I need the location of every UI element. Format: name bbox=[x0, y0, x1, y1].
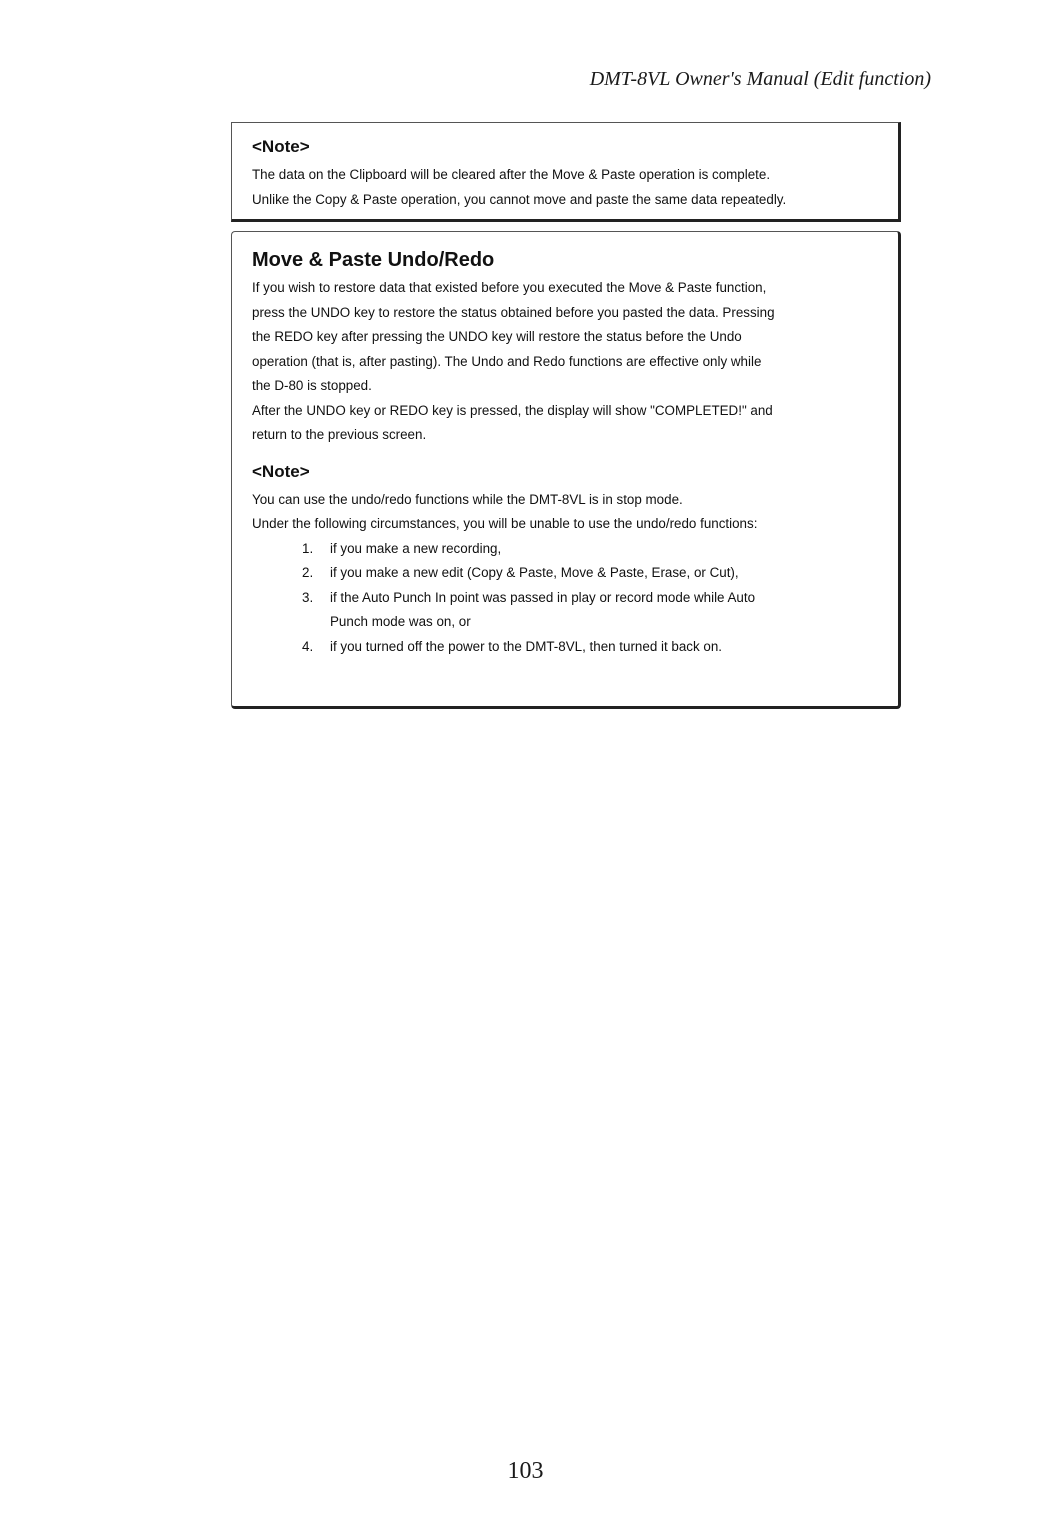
note-box bbox=[231, 122, 901, 222]
circumstance-list bbox=[252, 537, 880, 660]
note-title: <Note> bbox=[252, 461, 310, 481]
list-text: if the Auto Punch In point was passed in play or record mode while Auto Punch mode was on, or bbox=[330, 589, 756, 629]
paragraph-line: the REDO key after pressing the UNDO key will restore the status before the Undo bbox=[252, 329, 742, 344]
list-text: if you make a new edit (Copy & Paste, Move & Paste, Erase, or Cut), bbox=[330, 565, 739, 580]
list-text: if you make a new recording, bbox=[330, 540, 502, 556]
list-item bbox=[302, 586, 880, 635]
page-number: 103 bbox=[507, 1458, 544, 1484]
section-title: Move & Paste Undo/Redo bbox=[252, 249, 495, 271]
list-number: 4. bbox=[302, 638, 314, 654]
paragraph-line: operation (that is, after pasting). The Undo and Redo functions are effective only while bbox=[252, 353, 762, 369]
undo-redo-section bbox=[231, 231, 901, 709]
list-number: 1. bbox=[302, 540, 314, 556]
running-header: DMT-8VL Owner's Manual (Edit function) bbox=[589, 68, 931, 90]
paragraph-line: If you wish to restore data that existed before you executed the Move & Paste function, bbox=[252, 280, 767, 295]
note-line: You can use the undo/redo functions while the DMT-8VL is in stop mode. bbox=[252, 491, 683, 507]
list-item bbox=[302, 537, 880, 562]
list-text: if you turned off the power to the DMT-8VL, then turned it back on. bbox=[330, 638, 723, 654]
list-item bbox=[302, 635, 880, 660]
note-line: The data on the Clipboard will be cleared after the Move & Paste operation is complete. bbox=[252, 167, 771, 182]
paragraph-line: After the UNDO key or REDO key is pressed, the display will show "COMPLETED!" and bbox=[252, 402, 773, 418]
paragraph-line: the D-80 is stopped. bbox=[252, 378, 372, 393]
list-item bbox=[302, 561, 880, 586]
list-number: 3. bbox=[302, 589, 314, 605]
note-title: <Note> bbox=[252, 137, 310, 156]
note-line: Unlike the Copy & Paste operation, you cannot move and paste the same data repeatedly. bbox=[252, 191, 787, 207]
paragraph-line: return to the previous screen. bbox=[252, 427, 427, 442]
paragraph-line: press the UNDO key to restore the status obtained before you pasted the data. Pressing bbox=[252, 304, 775, 320]
list-number: 2. bbox=[302, 565, 314, 580]
note-line: Under the following circumstances, you will be unable to use the undo/redo functions: bbox=[252, 516, 758, 531]
